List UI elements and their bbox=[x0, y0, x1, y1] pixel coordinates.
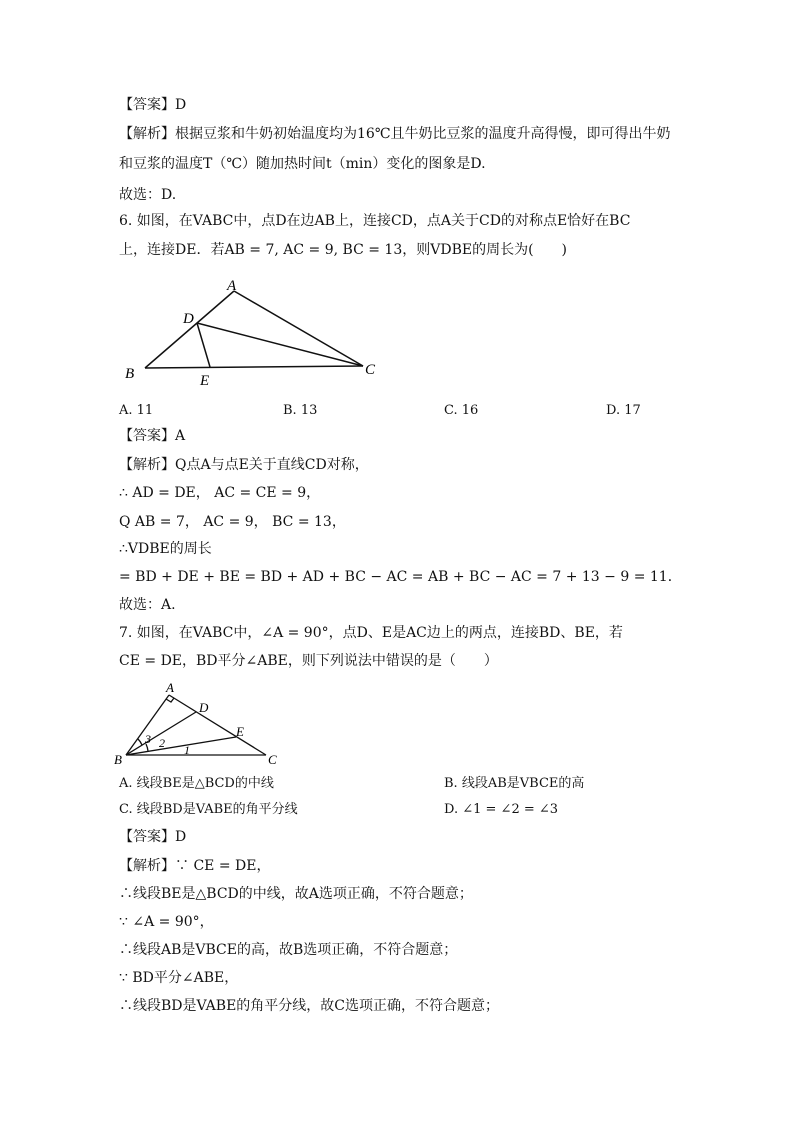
q5-analysis-line-2: 和豆浆的温度T（℃）随加热时间t（min）变化的图象是D. bbox=[119, 156, 486, 172]
q7-stem-line-2: CE = DE，BD平分∠ABE，则下列说法中错误的是（ ） bbox=[119, 653, 498, 669]
q7-analysis-line-5: ∵ BD平分∠ABE， bbox=[119, 970, 239, 986]
q7-stem-line-1: 7. 如图，在VABC中，∠A = 90°，点D、E是AC边上的两点，连接BD、BE，若 bbox=[119, 625, 623, 641]
q6-option-d: D. 17 bbox=[606, 403, 641, 418]
q6-conclusion: 故选：A. bbox=[119, 597, 176, 613]
q6-stem-line-2: 上，连接DE．若AB = 7, AC = 9, BC = 13，则VDBE的周长为( ) bbox=[119, 242, 568, 258]
q7-angle-label-1: 1 bbox=[184, 743, 190, 757]
q6-segment-ac bbox=[234, 291, 363, 366]
q7-segment-be bbox=[126, 737, 236, 755]
q6-option-b: B. 13 bbox=[283, 403, 318, 418]
q6-segment-de bbox=[197, 323, 210, 367]
q6-answer: 【答案】A bbox=[119, 428, 186, 444]
q6-stem-line-1: 6. 如图，在VABC中，点D在边AB上，连接CD，点A关于CD的对称点E恰好在BC bbox=[119, 213, 631, 229]
q7-angle-arc-3 bbox=[138, 739, 142, 745]
q6-label-a: A bbox=[227, 278, 237, 294]
q6-triangle-figure bbox=[115, 270, 385, 395]
q6-label-d: D bbox=[183, 311, 194, 327]
q7-label-e: E bbox=[236, 724, 244, 739]
q6-option-c: C. 16 bbox=[444, 403, 479, 418]
q7-analysis-line-6: ∴线段BD是VABE的角平分线，故C选项正确，不符合题意； bbox=[119, 998, 500, 1014]
q7-option-c: C. 线段BD是VABE的角平分线 bbox=[119, 802, 298, 817]
q7-label-b: B bbox=[114, 752, 122, 766]
q7-option-d: D. ∠1 = ∠2 = ∠3 bbox=[444, 802, 559, 817]
q7-analysis-line-1: 【解析】∵ CE = DE， bbox=[119, 858, 271, 874]
q6-segment-dc bbox=[197, 323, 363, 366]
q7-analysis-line-4: ∴线段AB是VBCE的高，故B选项正确，不符合题意； bbox=[119, 942, 458, 958]
q7-label-a: A bbox=[166, 680, 174, 695]
q5-analysis-line-1: 【解析】根据豆浆和牛奶初始温度均为16℃且牛奶比豆浆的温度升高得慢，即可得出牛奶 bbox=[119, 126, 671, 142]
q7-label-c: C bbox=[268, 752, 277, 766]
q6-analysis-line-5: = BD + DE + BE = BD + AD + BC − AC = AB + BC − AC = 7 + 13 − 9 = 11． bbox=[119, 569, 682, 585]
q6-analysis-line-3: Q AB = 7， AC = 9， BC = 13， bbox=[119, 514, 346, 530]
q6-analysis-line-2: ∴ AD = DE， AC = CE = 9， bbox=[119, 485, 321, 501]
q7-triangle-figure bbox=[112, 678, 292, 766]
q6-analysis-line-4: ∴VDBE的周长 bbox=[119, 541, 212, 557]
q7-option-a: A. 线段BE是△BCD的中线 bbox=[119, 776, 274, 791]
q7-angle-label-3: 3 bbox=[145, 732, 151, 746]
q7-analysis-line-2: ∴线段BE是△BCD的中线，故A选项正确，不符合题意； bbox=[119, 886, 473, 902]
q6-option-a: A. 11 bbox=[119, 403, 154, 418]
q7-angle-label-2: 2 bbox=[159, 736, 165, 750]
q7-answer: 【答案】D bbox=[119, 829, 187, 845]
q6-analysis-line-1: 【解析】Q点A与点E关于直线CD对称， bbox=[119, 457, 369, 473]
q6-label-c: C bbox=[365, 362, 376, 378]
q6-label-e: E bbox=[200, 373, 210, 389]
q5-answer: 【答案】D bbox=[119, 97, 187, 113]
q6-segment-bc bbox=[145, 366, 363, 368]
q7-label-d: D bbox=[199, 700, 209, 715]
q7-analysis-line-3: ∵ ∠A = 90°， bbox=[119, 914, 214, 930]
q7-option-b: B. 线段AB是VBCE的高 bbox=[444, 776, 585, 791]
q6-label-b: B bbox=[125, 366, 135, 382]
q5-conclusion: 故选：D. bbox=[119, 187, 177, 203]
